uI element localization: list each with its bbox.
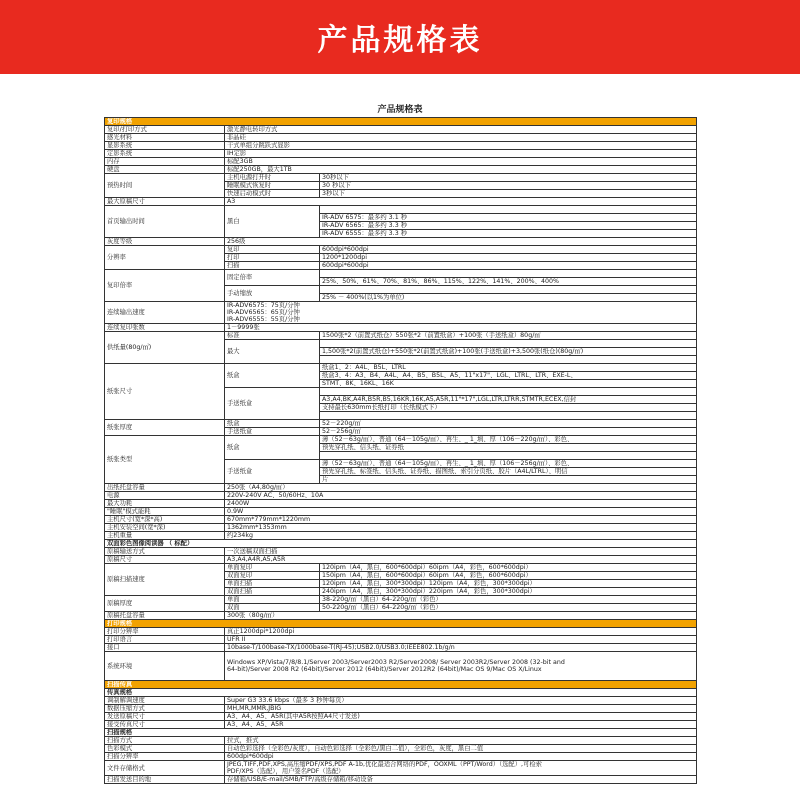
spec-row <box>105 302 697 324</box>
spec-value <box>320 286 697 294</box>
spec-table <box>104 117 697 784</box>
spec-value: 约234kg <box>225 532 697 540</box>
spec-value: 600dpi*600dpi <box>320 262 697 270</box>
spec-sub-label: 黑白 <box>225 206 320 238</box>
spec-value: 600dpi*600dpi <box>225 753 697 761</box>
spec-value: MH,MR,MMR,JBIG <box>225 705 697 713</box>
spec-label: 打印语言 <box>105 636 225 644</box>
spec-value: 1200*1200dpi <box>320 254 697 262</box>
spec-row <box>105 524 697 532</box>
section-title: 复印规格 <box>105 118 697 126</box>
spec-label: 发送原稿尺寸 <box>105 713 225 721</box>
spec-label: 纸张类型 <box>105 436 225 484</box>
subsection-title: 传真规格 <box>105 689 697 697</box>
section-header-row <box>105 620 697 628</box>
spec-row <box>105 713 697 721</box>
spec-value: 干式单组分跳跃式显影 <box>225 142 697 150</box>
spec-value: A3,A4,BK,A4R,B5R,B5,16KR,16K,A5,A5R,11"*17",LGL,LTR,LTRR,STMTR,ECEX,信封 <box>320 396 697 404</box>
spec-value-line: Windows XP/Vista/7/8/8.1/Server 2003/Server2003 R2/Server2008/ Server 2003R2/Server 2008 (32-bit and <box>227 659 565 666</box>
spec-row <box>105 697 697 705</box>
spec-value: 10base-T/100base-TX/1000base-T(RJ-45);USB2.0/USB3.0;IEEE802.1b/g/n <box>225 644 697 652</box>
spec-label: 原稿尺寸 <box>105 556 225 564</box>
spec-row <box>105 705 697 713</box>
spec-value: IR-ADV 6555：最多约 3.3 秒 <box>320 230 697 238</box>
spec-value: 标配250GB，最大1TB <box>225 166 697 174</box>
spec-value: 120ipm（A4，黑白，300*300dpi）120ipm（A4，彩色，300*300dpi） <box>320 580 697 588</box>
subsection-header-row <box>105 729 697 737</box>
spec-value: 1362mm*1353mm <box>225 524 697 532</box>
spec-label: 接口 <box>105 644 225 652</box>
spec-value: 52－220g/㎡ <box>320 420 697 428</box>
spec-row <box>105 420 697 428</box>
spec-label: 定影系统 <box>105 150 225 158</box>
spec-sub-label: 双面复印 <box>225 572 320 580</box>
spec-row <box>105 556 697 564</box>
spec-label: 供纸量(80g/㎡) <box>105 332 225 364</box>
spec-value <box>320 356 697 364</box>
spec-value: A3、A4、A5、A5R(其中A5R按照A4尺寸发送) <box>225 713 697 721</box>
spec-row <box>105 564 697 572</box>
spec-row <box>105 492 697 500</box>
spec-row <box>105 644 697 652</box>
spec-row <box>105 142 697 150</box>
spec-label: "睡眠"模式能耗 <box>105 508 225 516</box>
spec-value: 50-220g/㎡（黑白）64-220g/㎡（彩色） <box>320 604 697 612</box>
spec-row <box>105 270 697 278</box>
spec-value: 2400W <box>225 500 697 508</box>
spec-value: 一次送稿双面扫描 <box>225 548 697 556</box>
spec-label: 首页输出时间 <box>105 206 225 238</box>
spec-value-line <box>227 673 694 680</box>
spec-value: 预先穿孔纸、标签纸、信头纸、证券纸、描图纸、索引分页纸、胶片（A4L/LTRL）、明信 <box>320 468 697 476</box>
spec-value: 220V-240V AC、50/60Hz、10A <box>225 492 697 500</box>
spec-sub-label: 手送纸盒 <box>225 428 320 436</box>
subsection-header-row <box>105 540 697 548</box>
spec-value <box>225 652 697 681</box>
section-header-row <box>105 681 697 689</box>
spec-row <box>105 134 697 142</box>
spec-value: IH定影 <box>225 150 697 158</box>
spec-sub-label: 单面扫描 <box>225 580 320 588</box>
document-title: 产品规格表 <box>377 105 423 115</box>
spec-value: 30 秒以下 <box>320 182 697 190</box>
spec-value-line: 64-bit)/Server 2008 R2 (64bit)/Server 2012 (64bit)/Server 2012R2 (64bit)/Mac OS 9/Mac OS X/Linux <box>227 666 542 673</box>
spec-row <box>105 753 697 761</box>
section-title: 打印规格 <box>105 620 697 628</box>
spec-label: 复印/打印方式 <box>105 126 225 134</box>
spec-sub-label: 单面复印 <box>225 564 320 572</box>
subsection-title: 扫描规格 <box>105 729 697 737</box>
spec-sub-label: 最大 <box>225 340 320 364</box>
spec-label: 原稿托盘容量 <box>105 612 225 620</box>
spec-row <box>105 364 697 372</box>
spec-label: 主机尺寸(宽*深*高) <box>105 516 225 524</box>
spec-value: 256级 <box>225 238 697 246</box>
spec-sub-label: 打印 <box>225 254 320 262</box>
spec-value: A3 <box>225 198 697 206</box>
spec-value: 薄（52－63g/㎡）、普通（64－105g/㎡）、再生、_ 1_填、厚（106－256g/㎡）、彩色、 <box>320 460 697 468</box>
spec-value: 片 <box>320 476 697 484</box>
spec-sub-label: 纸盒 <box>225 420 320 428</box>
spec-label: 色彩模式 <box>105 745 225 753</box>
page-banner <box>0 0 800 74</box>
spec-value: 300张（80g/㎡） <box>225 612 697 620</box>
spec-value <box>320 388 697 396</box>
spec-sub-label: 睡眠模式恢复时 <box>225 182 320 190</box>
spec-value: 1,500张*2(前置式纸仓)+550张*2(前置式纸盒)+100张(手送纸盒)+3,500张(纸仓)(80g/㎡) <box>320 348 697 356</box>
spec-row <box>105 516 697 524</box>
spec-value: 38-220g/㎡（黑白）64-220g/㎡（彩色） <box>320 596 697 604</box>
spec-label: 灰度等级 <box>105 238 225 246</box>
spec-value: 存储箱/USB/E-mail/SMB/FTP/高级存储箱/移动设备 <box>225 776 697 784</box>
spec-label: 复印倍率 <box>105 270 225 302</box>
spec-sub-label: 双面 <box>225 604 320 612</box>
spec-row <box>105 596 697 604</box>
spec-label: 系统环境 <box>105 652 225 681</box>
spec-value: 支持最长630mm长纸打印（长纸模式下） <box>320 404 697 412</box>
spec-value: 670mm*779mm*1220mm <box>225 516 697 524</box>
spec-sub-label: 双面扫描 <box>225 588 320 596</box>
spec-label: 出纸托盘容量 <box>105 484 225 492</box>
spec-sub-label: 扫描 <box>225 262 320 270</box>
spec-label: 最大原稿尺寸 <box>105 198 225 206</box>
spec-label: 分辨率 <box>105 246 225 270</box>
spec-sub-label: 手送纸盒 <box>225 460 320 484</box>
spec-value: 纸盒1、2：A4L、B5L、LTRL <box>320 364 697 372</box>
spec-value: IR-ADV 6565：最多约 3.3 秒 <box>320 222 697 230</box>
spec-value: 250张（A4,80g/㎡） <box>225 484 697 492</box>
spec-label: 主机重量 <box>105 532 225 540</box>
spec-sub-label: 主机电源打开时 <box>225 174 320 182</box>
spec-value-line: PDF/XPS（选配），用户签名PDF（选配） <box>227 768 345 775</box>
spec-value: 预先穿孔纸、信头纸、证券纸 <box>320 444 697 452</box>
spec-label: 电源 <box>105 492 225 500</box>
spec-value: 1－9999张 <box>225 324 697 332</box>
spec-row <box>105 332 697 340</box>
spec-row <box>105 721 697 729</box>
spec-row <box>105 636 697 644</box>
spec-value <box>320 270 697 278</box>
spec-value <box>225 761 697 776</box>
spec-value: 真正1200dpi*1200dpi <box>225 628 697 636</box>
spec-row <box>105 246 697 254</box>
spec-label: 内存 <box>105 158 225 166</box>
spec-value: A3、A4、A5、A5R <box>225 721 697 729</box>
spec-value-line: IR-ADV6565：65页/分钟 <box>227 309 300 316</box>
spec-value: IR-ADV 6575：最多约 3.1 秒 <box>320 214 697 222</box>
spec-label: 文件存储格式 <box>105 761 225 776</box>
spec-row <box>105 166 697 174</box>
spec-value: 0.9W <box>225 508 697 516</box>
spec-label: 纸张厚度 <box>105 420 225 436</box>
spec-row <box>105 652 697 681</box>
spec-sub-label: 复印 <box>225 246 320 254</box>
spec-sub-label: 纸盒 <box>225 436 320 460</box>
spec-label: 连续输出速度 <box>105 302 225 324</box>
spec-label: 最大功耗 <box>105 500 225 508</box>
spec-row <box>105 126 697 134</box>
spec-row <box>105 150 697 158</box>
spec-value <box>320 412 697 420</box>
section-title: 扫描传真 <box>105 681 697 689</box>
spec-sub-label: 单面 <box>225 596 320 604</box>
spec-row <box>105 174 697 182</box>
spec-value: 纸盒3、4：A3、B4、A4L、A4、B5、B5L、A5、11"x17"、LGL、LTRL、LTR、EXE-L、 <box>320 372 697 380</box>
spec-value: 150ipm（A4，黑白，600*600dpi）60ipm（A4，彩色，600*600dpi） <box>320 572 697 580</box>
spec-value: 3秒以下 <box>320 190 697 198</box>
spec-label: 显影系统 <box>105 142 225 150</box>
spec-label: 打印分辨率 <box>105 628 225 636</box>
spec-row <box>105 745 697 753</box>
spec-label: 扫描发送目的地 <box>105 776 225 784</box>
spec-row <box>105 737 697 745</box>
spec-value: 25%、50%、61%、70%、81%、86%、115%、122%、141%、200%、400% <box>320 278 697 286</box>
spec-sub-label: 手动缩放 <box>225 286 320 302</box>
spec-value-line <box>227 652 694 659</box>
spec-value: 120ipm（A4，黑白，600*600dpi）60ipm（A4，彩色，600*600dpi） <box>320 564 697 572</box>
spec-label: 主机安装空间(宽*深) <box>105 524 225 532</box>
spec-value <box>320 452 697 460</box>
spec-value: 激光静电转印方式 <box>225 126 697 134</box>
spec-label: 感光材料 <box>105 134 225 142</box>
spec-label: 调制解调速度 <box>105 697 225 705</box>
spec-value <box>320 206 697 214</box>
spec-label: 预热时间 <box>105 174 225 198</box>
spec-value-line: IR-ADV6575：75页/分钟 <box>227 302 300 309</box>
spec-value: 薄（52－63g/㎡）、普通（64－105g/㎡）、再生、_ 1_填、厚（106－220g/㎡）、彩色、 <box>320 436 697 444</box>
spec-label: 纸张尺寸 <box>105 364 225 420</box>
spec-row <box>105 484 697 492</box>
spec-value: 拉式，推式 <box>225 737 697 745</box>
spec-label: 扫描方式 <box>105 737 225 745</box>
banner-title: 产品规格表 <box>317 23 483 58</box>
spec-label: 连续复印张数 <box>105 324 225 332</box>
spec-sub-label: 快速启动模式时 <box>225 190 320 198</box>
spec-value: STMT、8K、16KL、16K <box>320 380 697 388</box>
spec-row <box>105 324 697 332</box>
spec-value: A3,A4,A4R,A5,A5R <box>225 556 697 564</box>
spec-value-line: IR-ADV6555：55页/分钟 <box>227 316 300 323</box>
spec-value: UFR II <box>225 636 697 644</box>
section-header-row <box>105 118 697 126</box>
spec-row <box>105 532 697 540</box>
spec-value: 25% － 400%(以1%为单位) <box>320 294 697 302</box>
spec-value: 52－256g/㎡ <box>320 428 697 436</box>
spec-value: 标配3GB <box>225 158 697 166</box>
spec-row <box>105 548 697 556</box>
spec-row <box>105 206 697 214</box>
spec-sub-label: 纸盒 <box>225 364 320 388</box>
spec-label: 接受传真尺寸 <box>105 721 225 729</box>
spec-value <box>225 302 697 324</box>
spec-label: 硬盘 <box>105 166 225 174</box>
spec-value: 自动色彩选择（全彩色/灰度），自动色彩选择（全彩色/黑白二值），全彩色，灰度，黑白二值 <box>225 745 697 753</box>
spec-value: 240ipm（A4，黑白，300*300dpi）220ipm（A4，彩色，300*300dpi） <box>320 588 697 596</box>
spec-row <box>105 628 697 636</box>
spec-sub-label: 手送纸盒 <box>225 388 320 420</box>
spec-value <box>320 340 697 348</box>
spec-value: 30秒以下 <box>320 174 697 182</box>
spec-label: 原稿厚度 <box>105 596 225 612</box>
spec-row <box>105 198 697 206</box>
spec-row <box>105 612 697 620</box>
subsection-title: 双面彩色图像阅读器 （ 标配） <box>105 540 697 548</box>
spec-row <box>105 500 697 508</box>
spec-row <box>105 508 697 516</box>
spec-label: 扫描分辨率 <box>105 753 225 761</box>
spec-label: 原稿输送方式 <box>105 548 225 556</box>
spec-value: Super G3 33.6 kbps（最多 3 秒钟每页） <box>225 697 697 705</box>
subsection-header-row <box>105 689 697 697</box>
spec-row <box>105 436 697 444</box>
spec-label: 数据压缩方式 <box>105 705 225 713</box>
spec-value-line: JPEG,TIFF,PDF,XPS,高压缩PDF/XPS,PDF A-1b,优化最适合网络的PDF，OOXML（PPT/Word）（选配）,可检索 <box>227 761 542 768</box>
spec-value: 600dpi*600dpi <box>320 246 697 254</box>
spec-sub-label: 固定倍率 <box>225 270 320 286</box>
spec-row <box>105 238 697 246</box>
spec-row <box>105 158 697 166</box>
spec-value: 1500张*2（前置式纸仓）550张*2（前置纸盒）+100张（手送纸盒）80g/㎡ <box>320 332 697 340</box>
spec-sub-label: 标准 <box>225 332 320 340</box>
spec-row <box>105 761 697 776</box>
spec-value: 非晶硅 <box>225 134 697 142</box>
spec-row <box>105 776 697 784</box>
spec-label: 原稿扫描速度 <box>105 564 225 596</box>
